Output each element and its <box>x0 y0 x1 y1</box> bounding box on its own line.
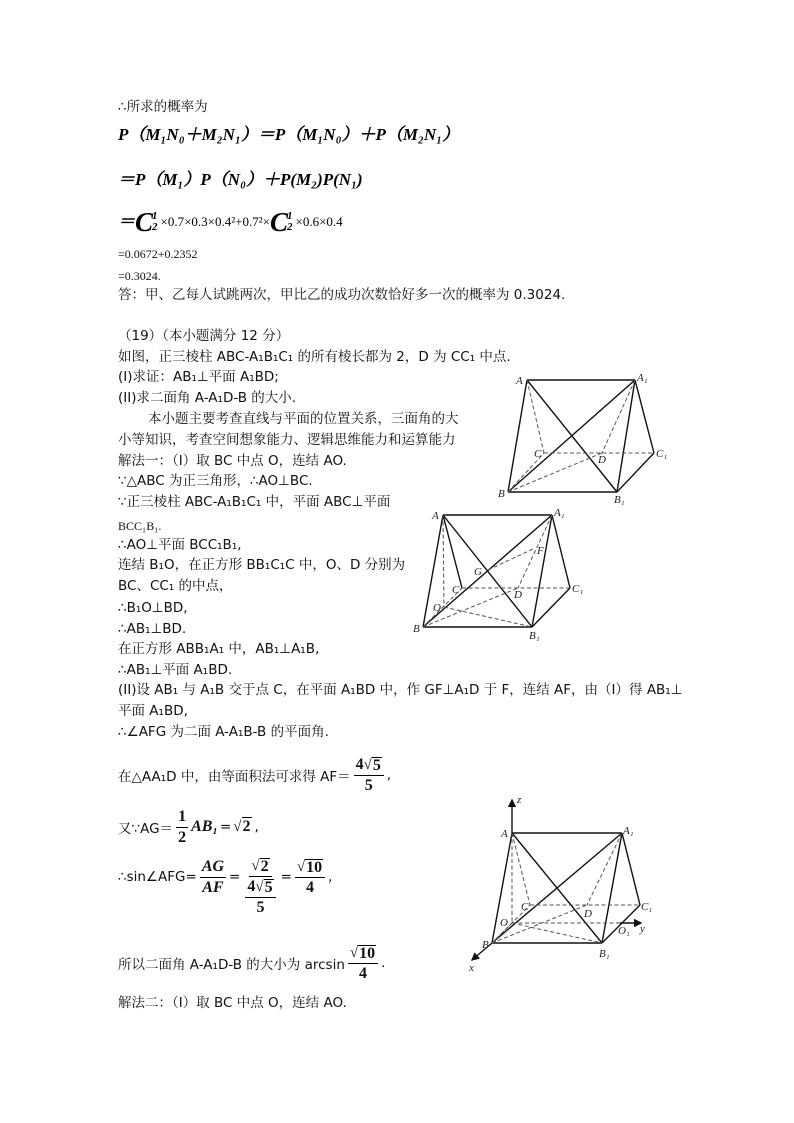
label-o: O <box>433 602 441 614</box>
solution-line: 在正方形 ABB₁A₁ 中，AB₁⊥A₁B, <box>118 641 320 657</box>
combination-sub: 2 <box>152 221 158 233</box>
label-a: A <box>516 375 523 387</box>
sin-prefix: ∴sin∠AFG= <box>118 869 197 885</box>
numerator: 1 <box>176 808 188 828</box>
denominator: 4 <box>306 878 315 896</box>
probability-equation-2: ＝P（M₁）P（N₀）＋P(M₂)P(N₁) <box>118 170 363 189</box>
radical-sign: √ <box>251 858 260 874</box>
label-b1: B₁ <box>529 630 540 642</box>
problem-note-2: 小等知识，考查空间想象能力、逻辑思维能力和运算能力 <box>118 432 456 448</box>
label-a: A <box>501 828 508 840</box>
radicand: 2 <box>260 858 269 875</box>
label-o1: O₁ <box>618 925 630 937</box>
label-b1: B₁ <box>614 494 625 506</box>
combination-sup: 1 <box>152 210 158 222</box>
probability-intro: ∴所求的概率为 <box>118 99 208 115</box>
equals-sign: ＝ <box>118 212 135 231</box>
solution-line: ∴∠AFG 为二面 A-A₁B-B 的平面角. <box>118 724 329 740</box>
solution-line: ∴B₁O⊥BD, <box>118 600 188 616</box>
equals-sign: = <box>280 869 292 885</box>
solution-line: ∴AB₁⊥平面 A₁BD. <box>118 662 233 678</box>
solution-line: ∴AO⊥平面 BCC₁B₁, <box>118 537 242 553</box>
comma: , <box>254 819 259 835</box>
probability-equation-1: P（M₁N₀＋M₂N₁）＝P（M₁N₀）＋P（M₂N₁） <box>118 125 460 144</box>
radical-sign: √ <box>233 819 242 835</box>
product-middle: ×0.7×0.3×0.4²+0.7²× <box>160 214 270 229</box>
problem-part-1: (I)求证：AB₁⊥平面 A₁BD; <box>118 369 279 385</box>
combination-sup: 1 <box>286 210 293 222</box>
label-a: A <box>432 510 439 522</box>
denominator: 5 <box>256 899 265 916</box>
label-c: C <box>521 901 529 913</box>
coef: 4 <box>247 878 256 895</box>
label-b: B <box>482 939 489 951</box>
radical-sign: √ <box>296 858 306 875</box>
label-y: y <box>640 923 645 935</box>
radicand: 5 <box>264 879 273 896</box>
radicand: 10 <box>306 858 323 876</box>
comma: , <box>328 869 333 885</box>
solution-line: BC、CC₁ 的中点， <box>118 578 233 594</box>
denominator: 5 <box>364 776 373 794</box>
coef: 4 <box>355 755 364 773</box>
prism-figure-1 <box>498 372 667 506</box>
label-d: D <box>584 908 592 920</box>
problem-part-2: (II)求二面角 A-A₁D-B 的大小. <box>118 390 297 406</box>
ag-prefix: 又∵AG＝ <box>118 821 174 837</box>
probability-equation-5: =0.3024. <box>118 269 161 283</box>
radical-sign: √ <box>255 879 264 895</box>
conclusion-prefix: 所以二面角 A-A₁D-B 的大小为 arcsin <box>118 957 345 973</box>
radicand: 10 <box>359 944 376 962</box>
problem-statement: 如图，正三棱柱 ABC-A₁B₁C₁ 的所有棱长都为 2，D 为 CC₁ 中点. <box>118 349 511 365</box>
solution-line: BCC₁B₁. <box>118 519 162 533</box>
combination-c: C <box>269 207 288 237</box>
combination-sub: 2 <box>286 221 293 233</box>
numerator: AG <box>200 858 226 878</box>
label-f: F <box>537 545 544 557</box>
combination-c: C <box>135 207 154 237</box>
radical-sign: √ <box>349 944 359 961</box>
denominator: AF <box>202 878 224 896</box>
solution-line: 平面 A₁BD, <box>118 703 188 719</box>
label-z: z <box>517 794 522 806</box>
prism-figure-3-coordinates <box>468 794 652 974</box>
label-o: O <box>500 917 508 929</box>
denominator: 2 <box>178 828 187 846</box>
solution-line: 连结 B₁O，在正方形 BB₁C₁C 中，O、D 分别为 <box>118 557 406 573</box>
answer-line: 答：甲、乙每人试跳两次，甲比乙的成功次数恰好多一次的概率为 0.3024. <box>118 287 566 303</box>
solution-line: ∵△ABC 为正三角形，∴AO⊥BC. <box>118 473 313 489</box>
solution-line: ∴AB₁⊥BD. <box>118 621 187 637</box>
method-2-line: 解法二：（I）取 BC 中点 O，连结 AO. <box>118 995 347 1011</box>
label-g: G <box>474 566 482 578</box>
radicand: 2 <box>242 818 251 835</box>
label-d: D <box>514 589 522 601</box>
label-b: B <box>498 488 505 500</box>
denominator: 4 <box>358 964 367 982</box>
term-ab1: AB₁ <box>191 818 218 835</box>
solution-line: (II)设 AB₁ 与 A₁B 交于点 C，在平面 A₁BD 中，作 GF⊥A₁D 于 F，连结 AF，由（I）得 AB₁⊥ <box>118 682 683 698</box>
label-d: D <box>598 454 606 466</box>
label-c1: C₁ <box>656 448 668 460</box>
probability-equation-4: =0.0672+0.2352 <box>118 247 198 261</box>
label-x: x <box>469 962 474 974</box>
label-c: C <box>452 584 460 596</box>
equals-sign: = <box>229 869 241 885</box>
radical-sign: √ <box>363 756 372 773</box>
label-c1: C₁ <box>572 583 584 595</box>
equals-sign: = <box>219 819 232 835</box>
radicand: 5 <box>372 756 381 774</box>
solution-line: ∵正三棱柱 ABC-A₁B₁C₁ 中，平面 ABC⊥平面 <box>118 494 391 510</box>
product-tail: ×0.6×0.4 <box>295 214 343 229</box>
label-a1: A₁ <box>637 372 648 384</box>
label-a1: A₁ <box>623 825 634 837</box>
prism-figure-2 <box>413 507 583 642</box>
label-a1: A₁ <box>554 507 565 519</box>
comma: , <box>386 767 392 783</box>
label-b: B <box>413 623 420 635</box>
label-b1: B₁ <box>599 948 610 960</box>
problem-header: （19）（本小题满分 12 分） <box>118 328 290 344</box>
label-c1: C₁ <box>641 901 653 913</box>
period: . <box>381 955 386 971</box>
problem-note-1: 本小题主要考查直线与平面的位置关系，三面角的大 <box>148 411 459 427</box>
af-prefix: 在△AA₁D 中，由等面积法可求得 AF＝ <box>118 769 351 785</box>
label-c: C <box>534 448 542 460</box>
solution-line: 解法一：（I）取 BC 中点 O，连结 AO. <box>118 453 347 469</box>
